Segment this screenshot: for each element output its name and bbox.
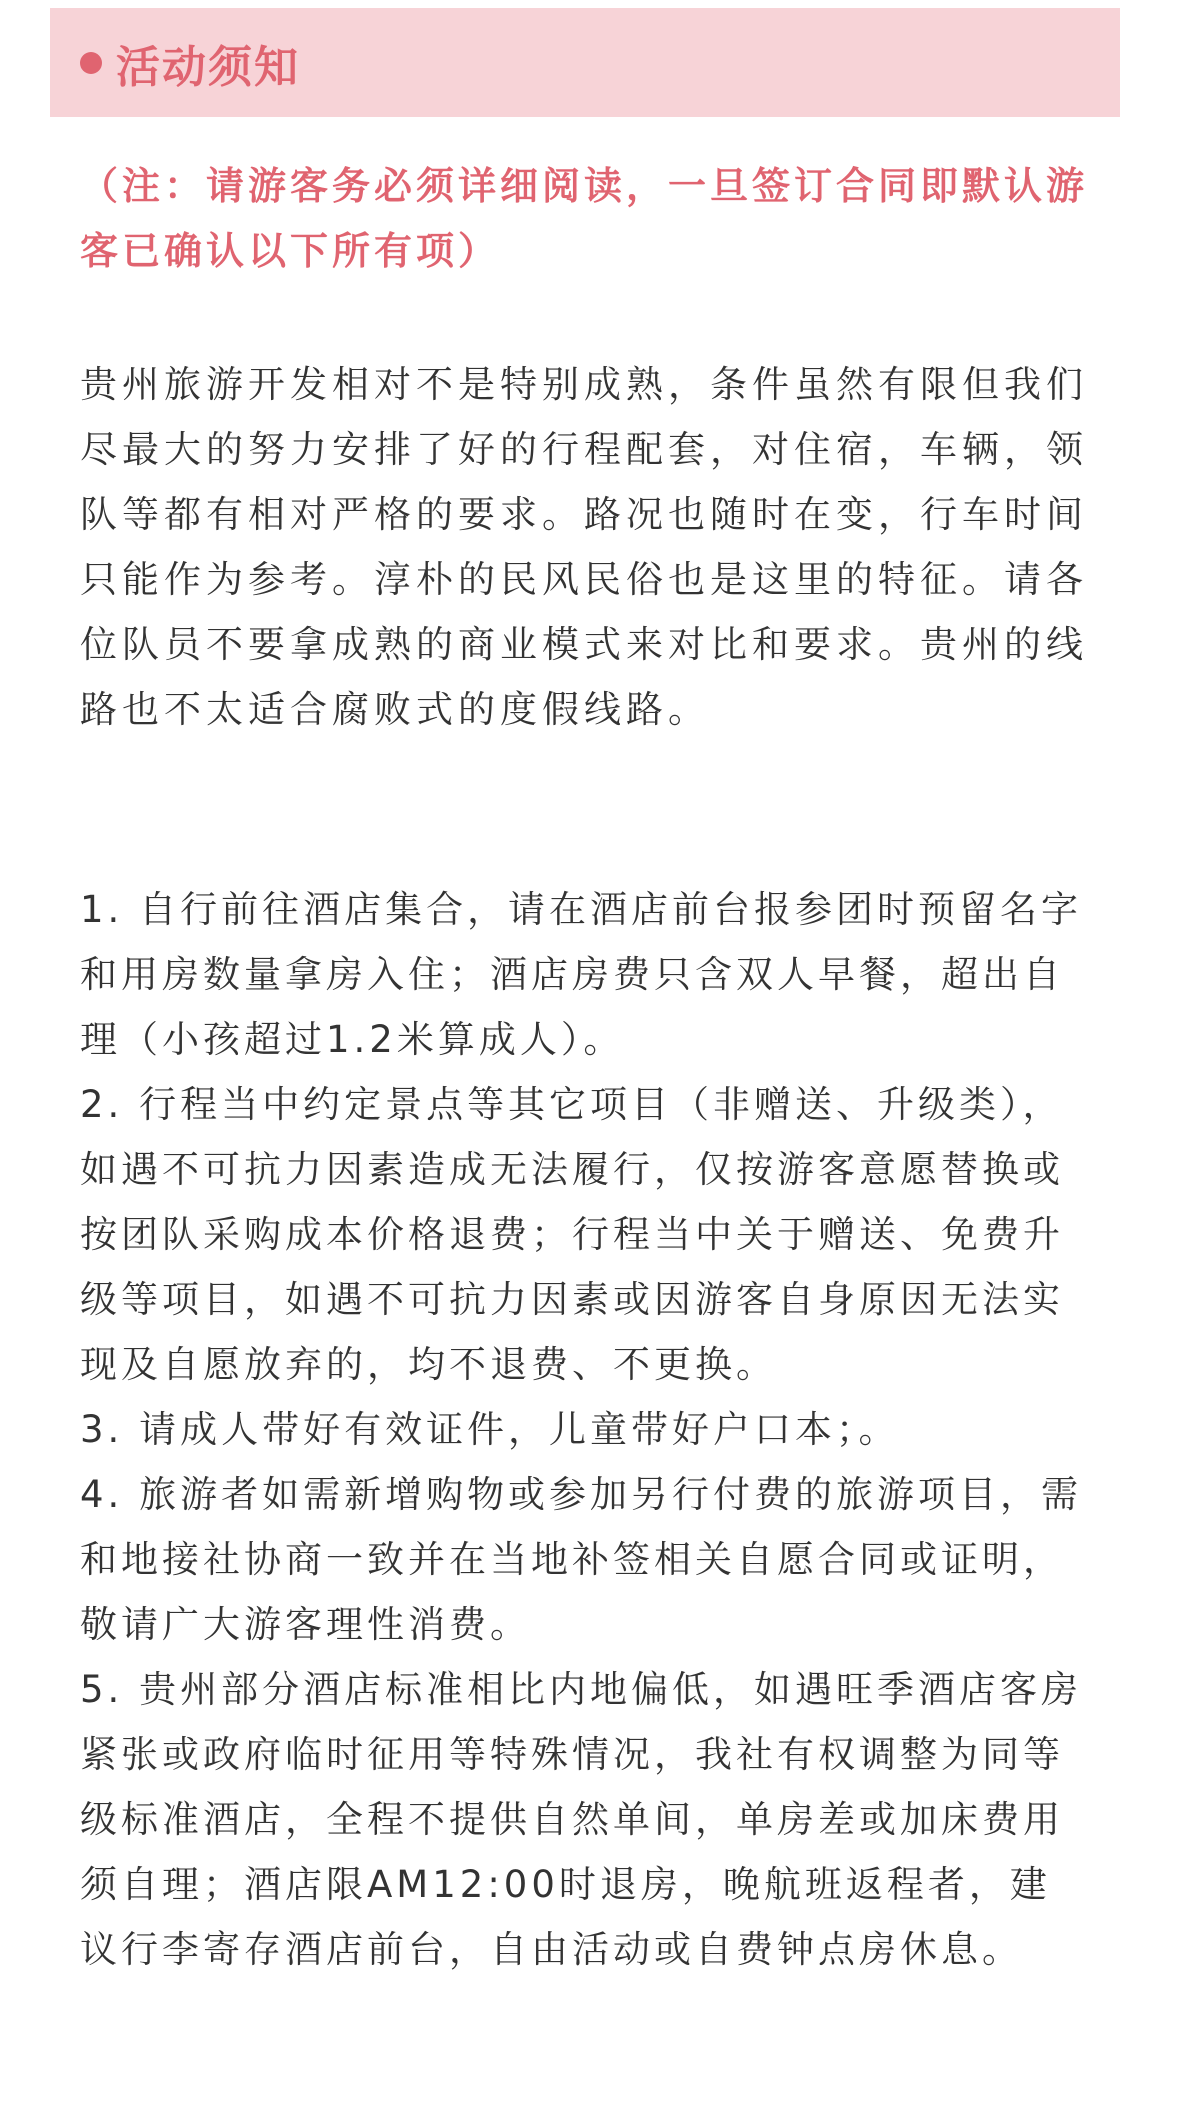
intro-paragraph: 贵州旅游开发相对不是特别成熟，条件虽然有限但我们尽最大的努力安排了好的行程配套，对住宿，车辆，领队等都有相对严格的要求。路况也随时在变，行车时间只能作为参考。淳朴的民风民俗也是这里的特征。请各位队员不要拿成熟的商业模式来对比和要求。贵州的线路也不太适合腐败式的度假线路。 [80, 363, 1088, 731]
rule-item-3: 3. 请成人带好有效证件，儿童带好户口本；。 [80, 1408, 900, 1451]
section-title: 活动须知 [116, 41, 300, 93]
bullet-dot-icon [80, 52, 102, 74]
notice-text: （注：请游客务必须详细阅读，一旦签订合同即默认游客已确认以下所有项） [80, 164, 1089, 273]
rule-item-2: 2. 行程当中约定景点等其它项目（非赠送、升级类），如遇不可抗力因素造成无法履行，仅按游客意愿替换或按团队采购成本价格退费；行程当中关于赠送、免费升级等项目，如遇不可抗力因素或因游客自身原因无法实现及自愿放弃的，均不退费、不更换。 [80, 1083, 1064, 1386]
section-header [50, 8, 1120, 117]
rule-item-5: 5. 贵州部分酒店标准相比内地偏低，如遇旺季酒店客房紧张或政府临时征用等特殊情况，我社有权调整为同等级标准酒店，全程不提供自然单间，单房差或加床费用须自理；酒店限AM12:00时退房，晚航班返程者，建议行李寄存酒店前台，自由活动或自费钟点房休息。 [80, 1668, 1083, 1971]
rules-list [80, 877, 1090, 1982]
rule-item-1: 1. 自行前往酒店集合，请在酒店前台报参团时预留名字和用房数量拿房入住；酒店房费只含双人早餐，超出自理（小孩超过1.2米算成人）。 [80, 888, 1083, 1061]
rule-item-4: 4. 旅游者如需新增购物或参加另行付费的旅游项目，需和地接社协商一致并在当地补签相关自愿合同或证明，敬请广大游客理性消费。 [80, 1473, 1083, 1646]
